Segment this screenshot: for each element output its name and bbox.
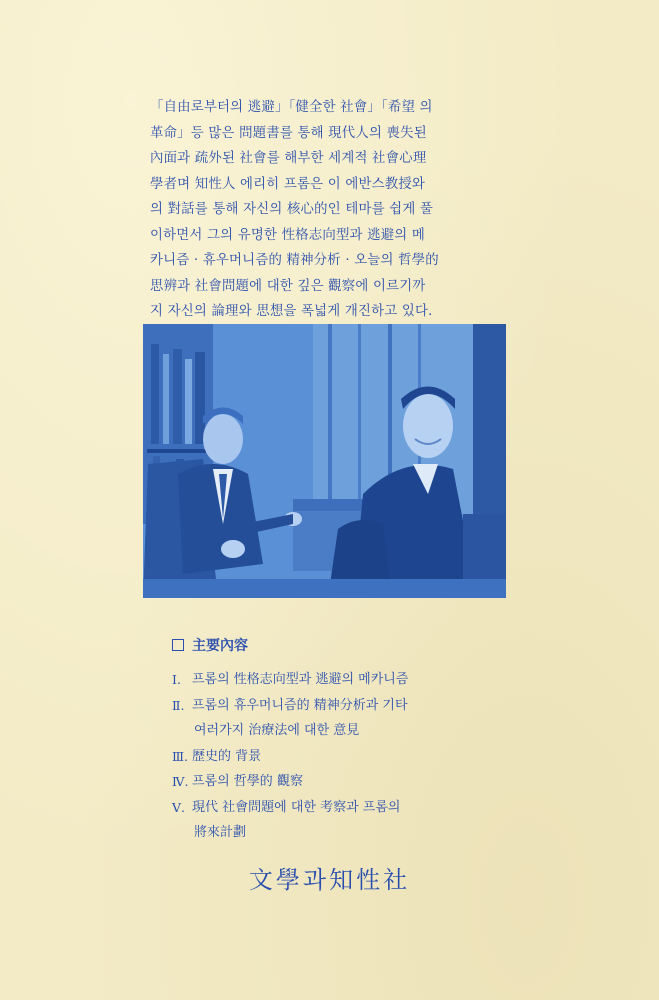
- intro-line: 카니즘 · 휴우머니즘的 精神分析 · 오늘의 哲學的: [150, 253, 439, 268]
- contents-item: [172, 769, 512, 795]
- item-text: 프롬의 哲學的 觀察: [192, 774, 303, 789]
- contents-item: [172, 744, 512, 770]
- conversation-photo: [143, 324, 506, 598]
- item-text: 現代 社會問題에 대한 考察과 프롬의: [192, 799, 401, 815]
- item-text: 歷史的 背景: [192, 748, 262, 764]
- publisher-name: 文學과知性社: [248, 866, 411, 894]
- item-text: 프롬의 휴우머니즘的 精神分析과 기타: [192, 697, 408, 713]
- contents-title: 主要內容: [192, 638, 248, 654]
- intro-line: 內面과 疏外된 社會를 해부한 세계적 社會心理: [150, 151, 427, 166]
- intro-line: 이하면서 그의 유명한 性格志向型과 逃避의 메: [150, 227, 426, 243]
- item-text-continued: 여러가지 治療法에 대한 意見: [194, 723, 360, 738]
- contents-list: [172, 667, 512, 846]
- intro-line: 革命」등 많은 問題書를 통해 現代人의 喪失된: [150, 125, 427, 141]
- contents-item: [172, 795, 512, 846]
- photo-illustration: [143, 324, 506, 598]
- main-contents-section: [172, 633, 512, 846]
- intro-line: 의 對話를 통해 자신의 核心的인 테마를 쉽게 풀: [150, 202, 434, 217]
- item-number: Ⅰ.: [172, 672, 181, 687]
- item-text-continued: 將來計劃: [194, 825, 247, 840]
- square-bullet-icon: [172, 639, 184, 651]
- contents-item: [172, 693, 512, 744]
- item-number: Ⅱ.: [172, 697, 185, 713]
- intro-line: 지 자신의 論理와 思想을 폭넓게 개진하고 있다.: [150, 304, 433, 319]
- contents-heading: [172, 633, 512, 659]
- contents-item: [172, 667, 512, 693]
- intro-line: 學者며 知性人 에리히 프롬은 이 에반스教授와: [150, 176, 426, 192]
- item-text: 프롬의 性格志向型과 逃避의 메카니즘: [192, 672, 409, 687]
- intro-line: 思辨과 社會問題에 대한 깊은 觀察에 이르기까: [150, 278, 426, 294]
- item-number: Ⅲ.: [172, 748, 189, 764]
- intro-paragraph: [150, 95, 522, 325]
- item-number: Ⅳ.: [172, 774, 189, 789]
- intro-line: 「自由로부터의 逃避」「健全한 社會」「希望 의: [150, 100, 433, 115]
- item-number: Ⅴ.: [172, 799, 186, 815]
